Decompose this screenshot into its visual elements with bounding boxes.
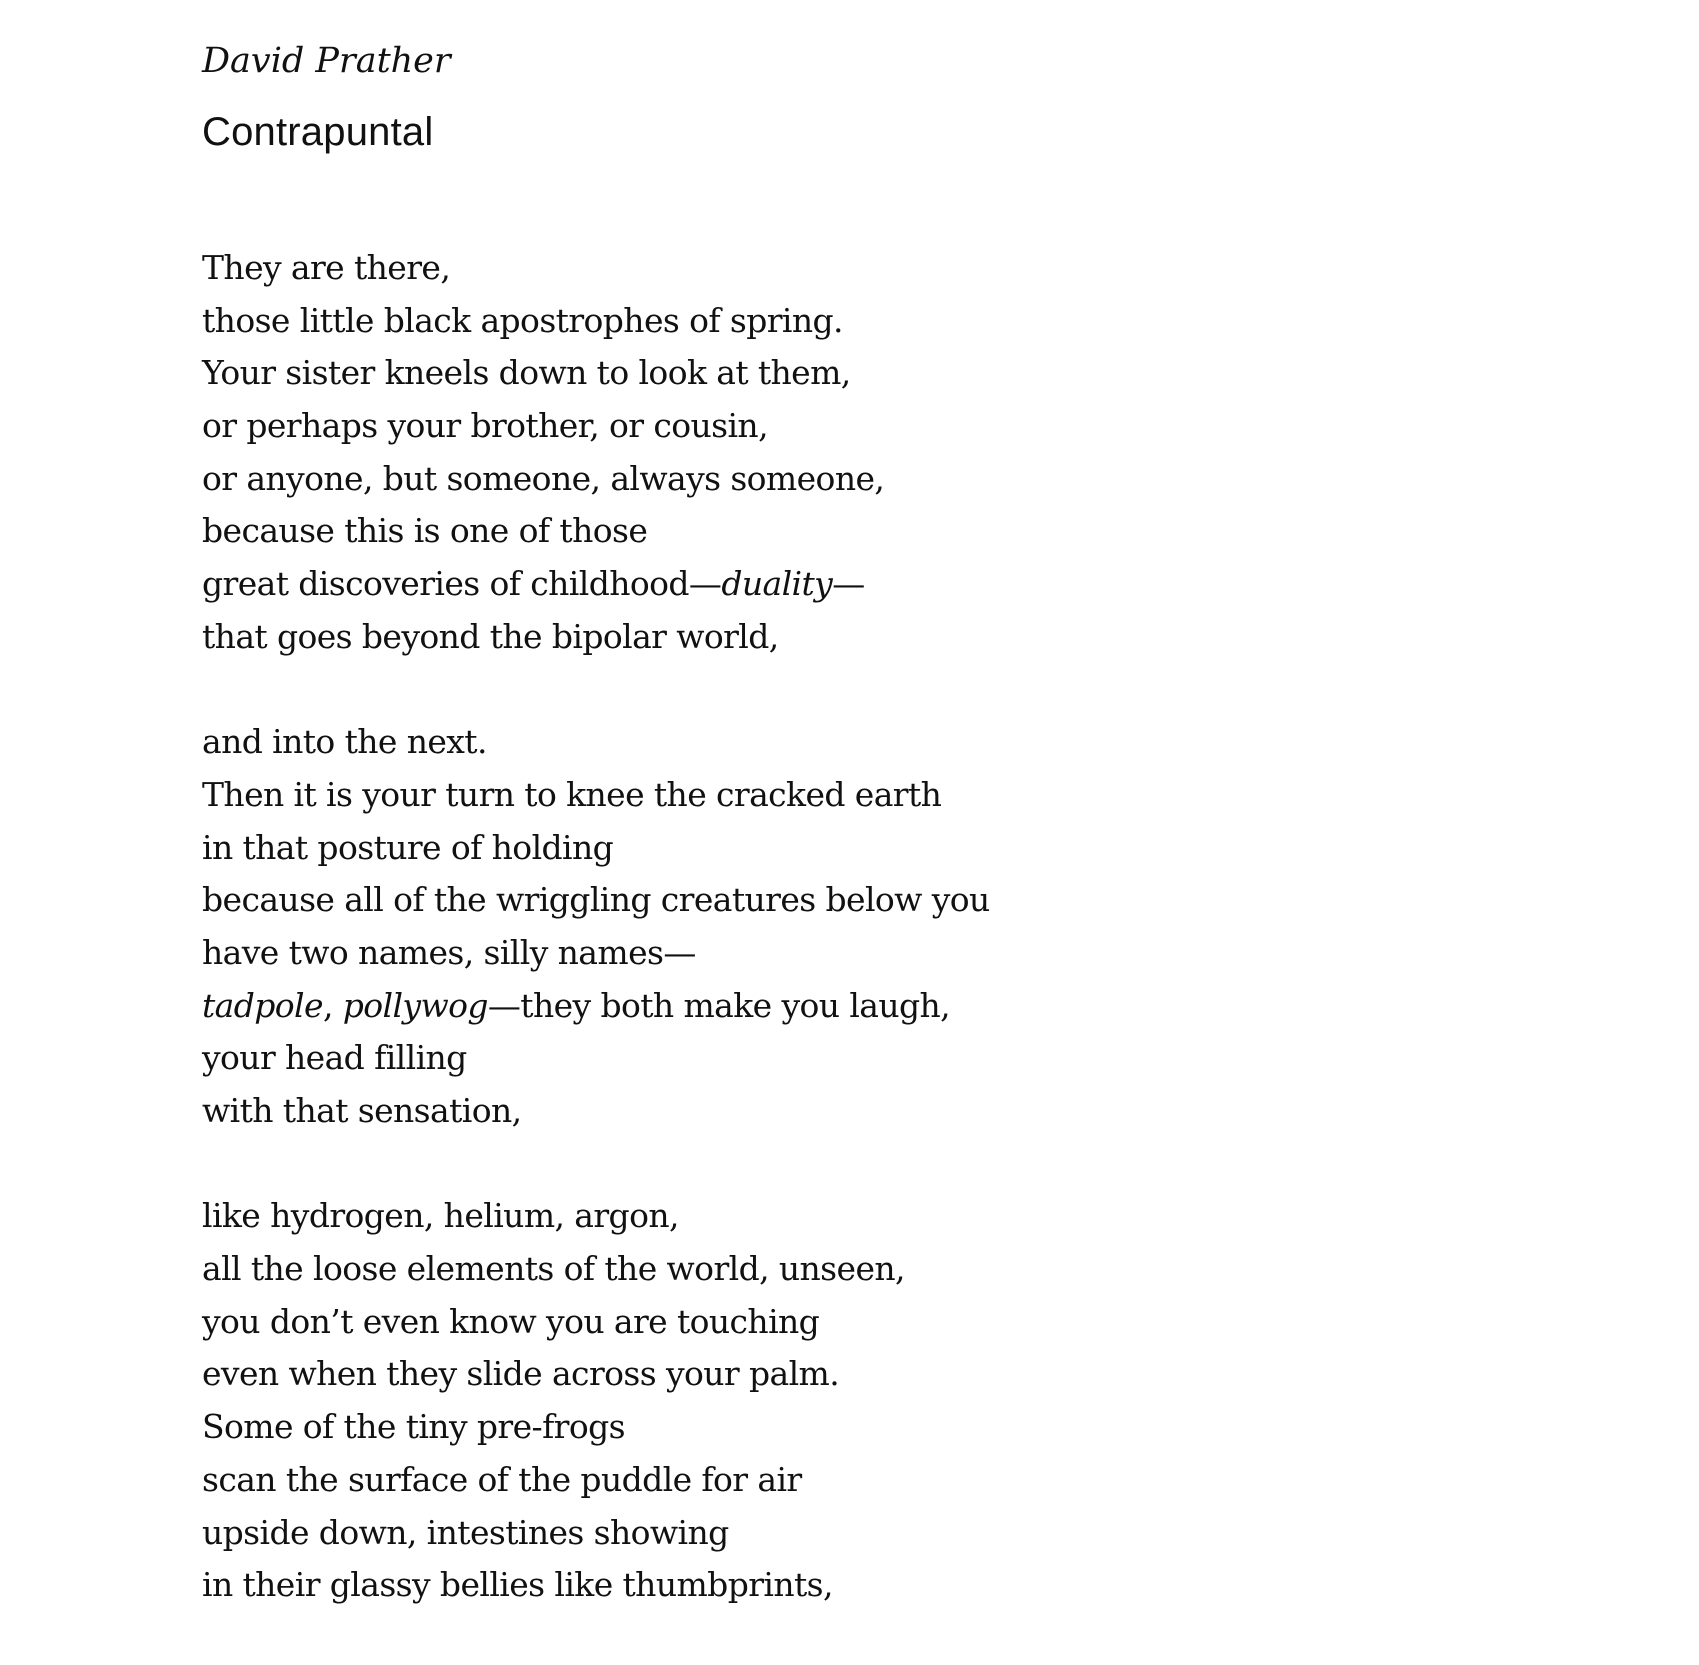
italic-word: pollywog bbox=[342, 985, 488, 1025]
poem-line: your head filling bbox=[202, 1038, 467, 1078]
line-text: — bbox=[832, 564, 865, 604]
poem-line: in their glassy bellies like thumbprints, bbox=[202, 1565, 833, 1605]
italic-word: tadpole bbox=[202, 985, 323, 1025]
stanza-2 bbox=[202, 716, 990, 1138]
poem-line: upside down, intestines showing bbox=[202, 1512, 729, 1552]
poem-line: Some of the tiny pre-frogs bbox=[202, 1407, 625, 1447]
poem-line: Your sister kneels down to look at them, bbox=[202, 353, 851, 393]
poem-line: because this is one of those bbox=[202, 511, 648, 551]
poem-line: scan the surface of the puddle for air bbox=[202, 1459, 802, 1499]
poem-line: and into the next. bbox=[202, 722, 487, 762]
poem-line: even when they slide across your palm. bbox=[202, 1354, 840, 1394]
poem-line: like hydrogen, helium, argon, bbox=[202, 1196, 679, 1236]
poem-line: in that posture of holding bbox=[202, 827, 614, 867]
line-text: , bbox=[322, 985, 343, 1025]
poem-line: because all of the wriggling creatures below you bbox=[202, 880, 990, 920]
line-text: —they both make you laugh, bbox=[487, 985, 951, 1025]
poem-line: have two names, silly names— bbox=[202, 932, 696, 972]
poem-line: Then it is your turn to knee the cracked earth bbox=[202, 774, 942, 814]
poem-line: you don’t even know you are touching bbox=[202, 1301, 820, 1341]
line-text: great discoveries of childhood— bbox=[202, 564, 722, 604]
poem-line bbox=[202, 558, 990, 611]
poem-title: Contrapuntal bbox=[202, 110, 434, 154]
poem-line: all the loose elements of the world, unseen, bbox=[202, 1249, 905, 1289]
stanza-3 bbox=[202, 1190, 990, 1612]
poem-line bbox=[202, 980, 990, 1033]
poem-line: those little black apostrophes of spring. bbox=[202, 300, 843, 340]
stanza-1 bbox=[202, 242, 990, 664]
author-name: David Prather bbox=[202, 41, 451, 81]
poem-line: or perhaps your brother, or cousin, bbox=[202, 406, 768, 446]
poem-line: with that sensation, bbox=[202, 1091, 522, 1130]
poem-body bbox=[202, 242, 990, 1665]
italic-word: duality bbox=[721, 564, 833, 604]
poem-line: that goes beyond the bipolar world, bbox=[202, 616, 779, 656]
poem-line: or anyone, but someone, always someone, bbox=[202, 458, 885, 498]
poem-line: They are there, bbox=[202, 248, 451, 287]
